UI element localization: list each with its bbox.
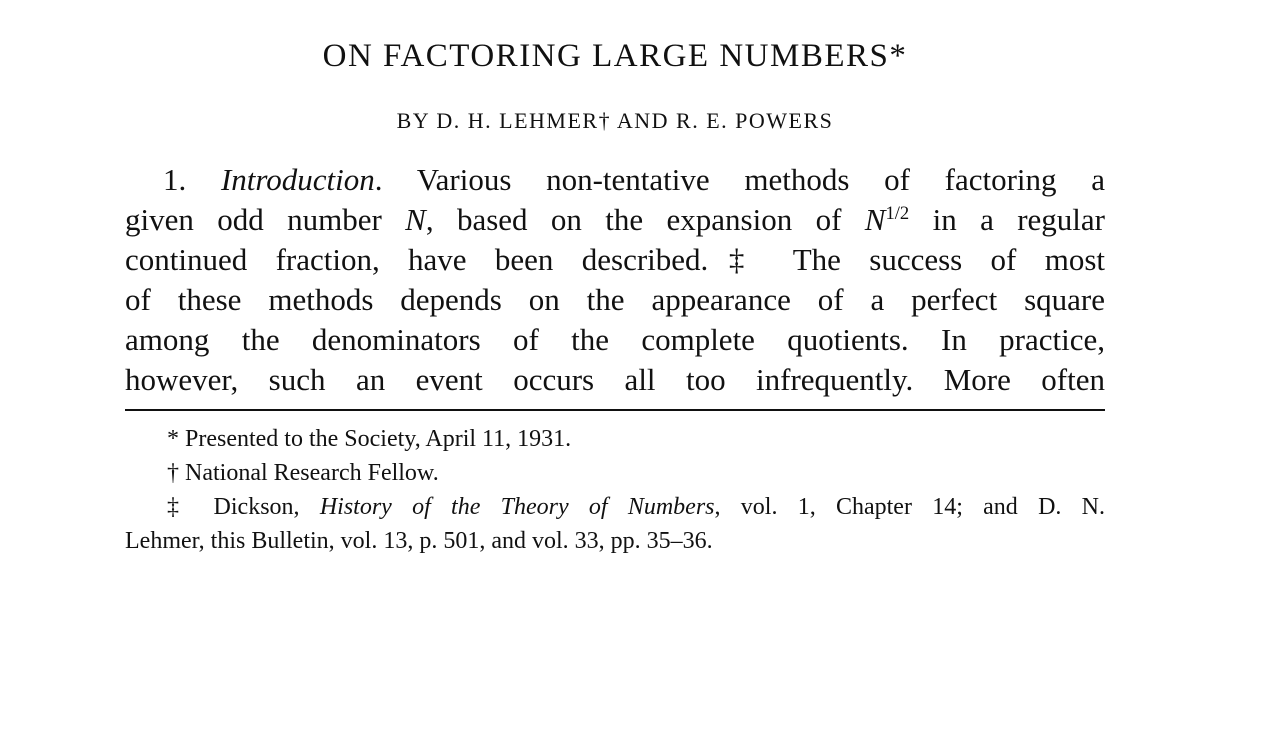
footnote-3-text-a: Dickson, — [193, 494, 320, 520]
section-number: 1. — [163, 162, 221, 197]
footnote-mark-double-dagger: ‡ — [708, 242, 765, 277]
footnote-2-mark: † — [167, 460, 179, 486]
math-var-n-2: N — [864, 202, 886, 237]
footnote-3-line-1 — [125, 490, 1105, 524]
title-text: ON FACTORING LARGE NUMBERS — [322, 38, 890, 74]
body-line-1-text: Various non-tentative methods of factoring a — [382, 162, 1105, 197]
footnote-2 — [125, 456, 1105, 490]
body-line-3-text-b: The success of most — [764, 242, 1106, 277]
footnote-divider — [125, 409, 1105, 411]
body-line-3-text-a: continued fraction, have been described. — [125, 242, 709, 277]
body-line-2-text-a: given odd number — [125, 202, 406, 237]
title-footnote-mark: * — [889, 38, 908, 74]
byline-authors-part2: AND R. E. POWERS — [611, 108, 834, 133]
math-var-n: N — [405, 202, 426, 237]
body-line-4: of these methods depends on the appearance of a perfect square — [125, 282, 1105, 317]
footnote-3-line-2: Lehmer, this Bulletin, vol. 13, p. 501, and vol. 33, pp. 35–36. — [125, 528, 713, 554]
body-line-3 — [125, 240, 1105, 280]
footnote-3-mark: ‡ — [167, 494, 194, 520]
body-line-6: however, such an event occurs all too infrequently. More often — [125, 362, 1105, 397]
author-byline — [125, 108, 1105, 134]
byline-footnote-mark: † — [598, 108, 612, 133]
section-heading-period: . — [374, 162, 383, 197]
body-line-1 — [125, 160, 1105, 200]
footnote-3-text-b: , vol. 1, Chapter 14; and D. N. — [714, 494, 1106, 520]
footnotes — [125, 422, 1105, 558]
section-heading: Introduction — [220, 162, 375, 197]
footnote-1 — [125, 422, 1105, 456]
introduction-paragraph — [125, 160, 1105, 400]
footnote-2-text: National Research Fellow. — [179, 460, 439, 486]
footnote-1-mark: * — [167, 426, 179, 452]
byline-authors-part1: BY D. H. LEHMER — [396, 108, 599, 133]
body-line-2-text-b: , based on the expansion of — [425, 202, 865, 237]
body-line-2-text-c: in a regular — [909, 202, 1105, 237]
footnote-1-text: Presented to the Society, April 11, 1931. — [179, 426, 572, 452]
paper-title — [125, 38, 1105, 75]
footnote-3-book-title: History of the Theory of Numbers — [319, 494, 715, 520]
body-line-5: among the denominators of the complete quotients. In practice, — [125, 322, 1105, 357]
body-line-2 — [125, 200, 1105, 240]
math-exponent: 1/2 — [885, 202, 910, 224]
